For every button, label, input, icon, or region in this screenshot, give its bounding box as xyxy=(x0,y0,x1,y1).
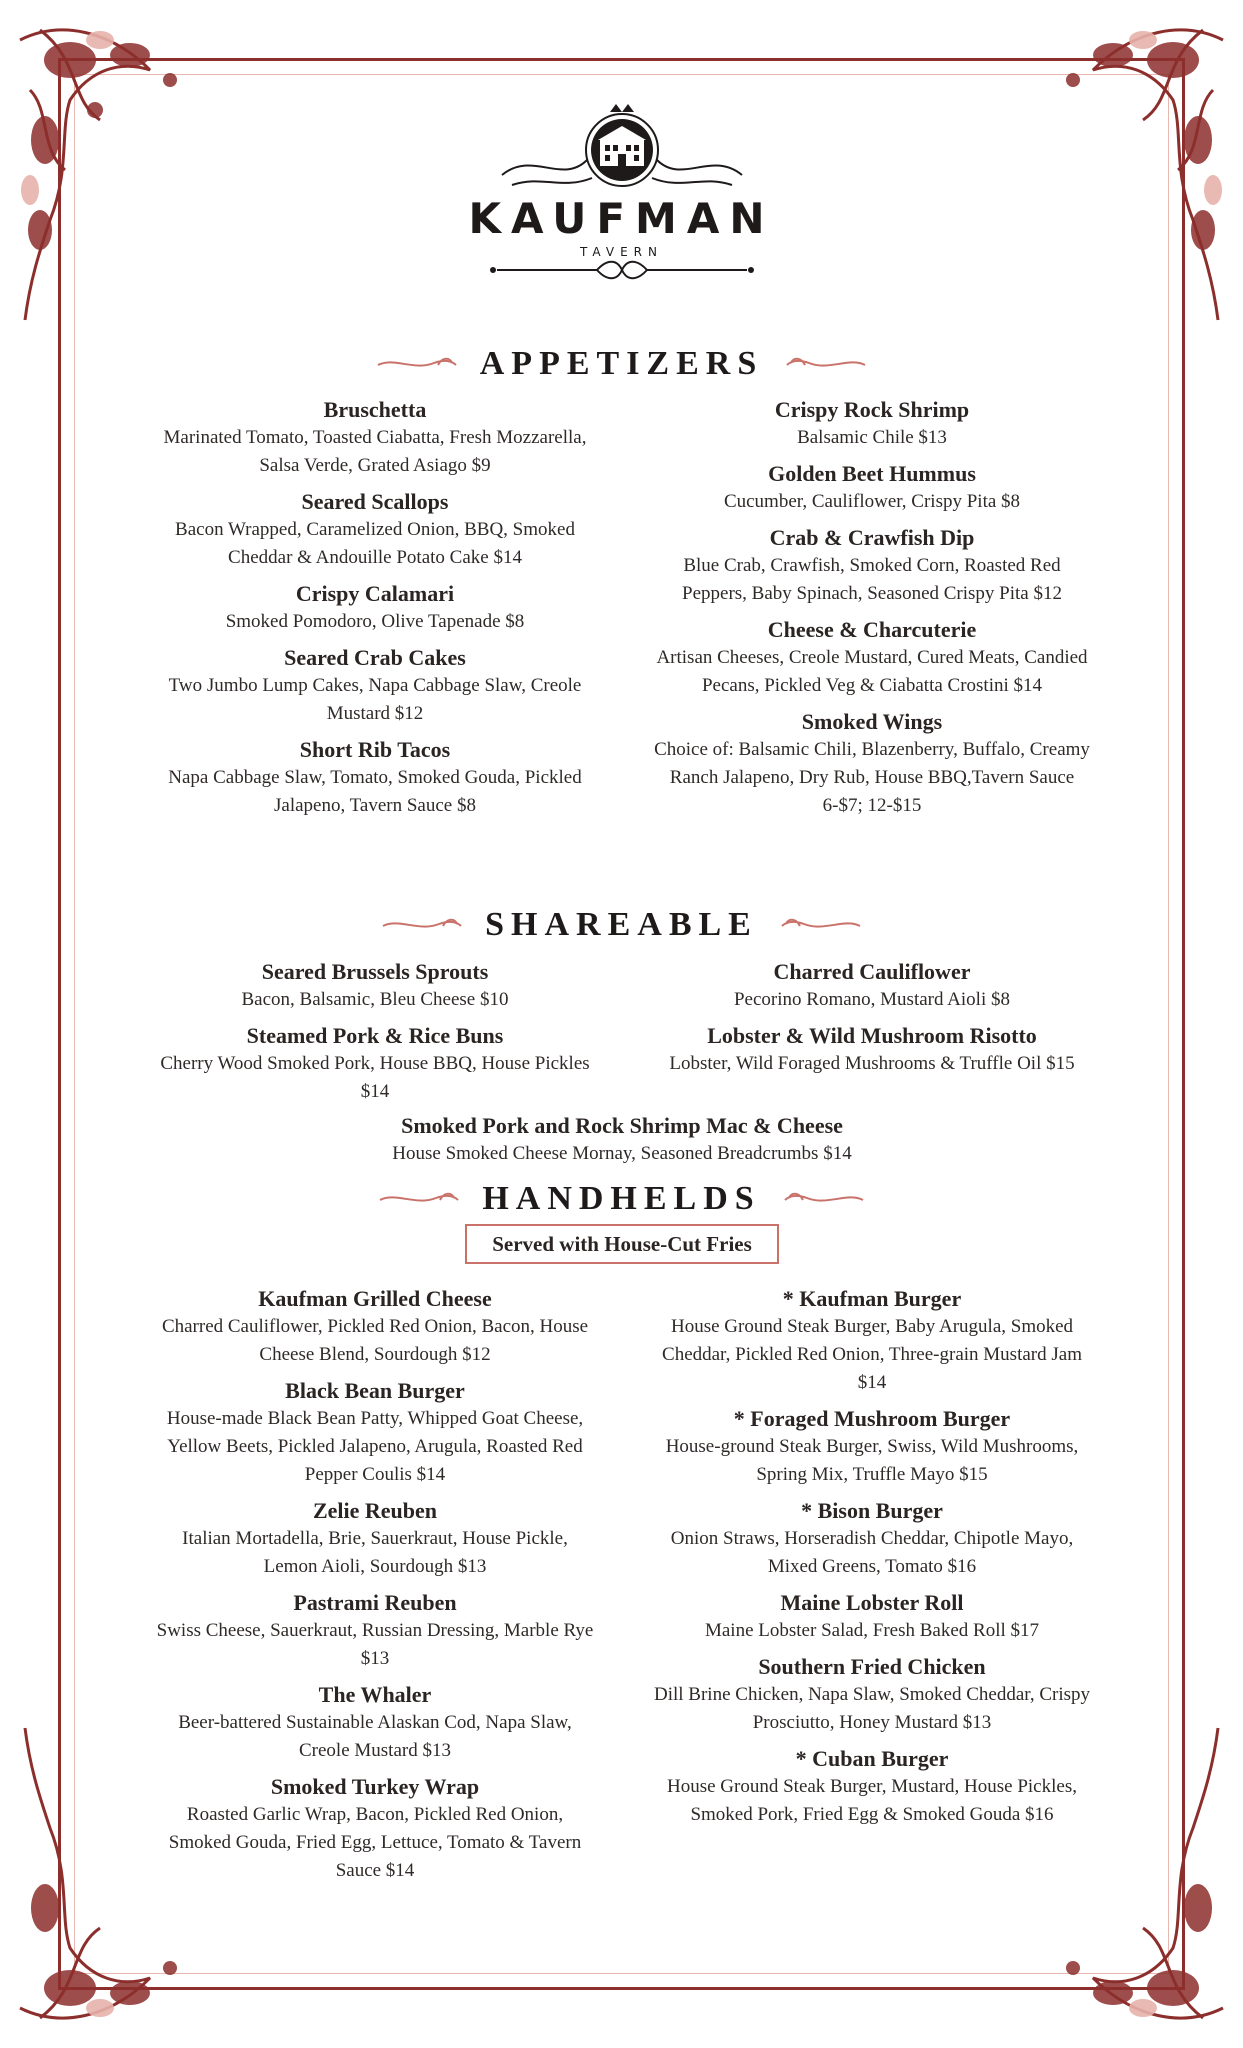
menu-item xyxy=(155,1497,595,1581)
appetizers-title: APPETIZERS xyxy=(479,345,764,382)
item-name: Smoked Pork and Rock Shrimp Mac & Cheese xyxy=(401,1113,843,1138)
item-description: House Ground Steak Burger, Baby Arugula, Smoked Cheddar, Pickled Red Onion, Three-grain Mustard Jam $14 xyxy=(662,1316,1082,1393)
menu-item xyxy=(155,1681,595,1765)
item-description: Charred Cauliflower, Pickled Red Onion, Bacon, House Cheese Blend, Sourdough $12 xyxy=(161,1316,589,1365)
item-description: Smoked Pomodoro, Olive Tapenade $8 xyxy=(225,611,525,632)
item-name: Charred Cauliflower xyxy=(773,959,971,984)
brand-name: KAUFMAN xyxy=(468,194,775,243)
floral-corner-top-right xyxy=(1033,0,1243,330)
item-name: Zelie Reuben xyxy=(312,1498,438,1523)
item-description: House Smoked Cheese Mornay, Seasoned Breadcrumbs $14 xyxy=(392,1143,852,1164)
menu-item-centered xyxy=(322,1112,922,1168)
served-with-note: Served with House-Cut Fries xyxy=(465,1224,779,1264)
item-description: Lobster, Wild Foraged Mushrooms & Truffle Oil $15 xyxy=(669,1053,1075,1074)
item-description: Dill Brine Chicken, Napa Slaw, Smoked Cheddar, Crispy Prosciutto, Honey Mustard $13 xyxy=(654,1684,1090,1733)
item-description: House-made Black Bean Patty, Whipped Goat Cheese, Yellow Beets, Pickled Jalapeno, Arugula, Roasted Red Pepper Coulis $14 xyxy=(166,1408,584,1485)
menu-item xyxy=(155,736,595,820)
brand-subtitle: TAVERN xyxy=(580,245,663,259)
menu-item xyxy=(155,644,595,728)
item-description: Maine Lobster Salad, Fresh Baked Roll $17 xyxy=(704,1620,1040,1641)
item-name: Crab & Crawfish Dip xyxy=(769,525,975,550)
menu-item xyxy=(652,396,1092,452)
item-description: House Ground Steak Burger, Mustard, House Pickles, Smoked Pork, Fried Egg & Smoked Gouda $16 xyxy=(667,1776,1077,1825)
item-description: Onion Straws, Horseradish Cheddar, Chipotle Mayo, Mixed Greens, Tomato $16 xyxy=(670,1528,1074,1577)
item-description: Beer-battered Sustainable Alaskan Cod, Napa Slaw, Creole Mustard $13 xyxy=(178,1712,572,1761)
flourish-left-icon xyxy=(374,353,460,375)
menu-item xyxy=(652,1285,1092,1397)
item-name: Black Bean Burger xyxy=(285,1378,465,1403)
menu-item xyxy=(652,1405,1092,1489)
item-description: Artisan Cheeses, Creole Mustard, Cured Meats, Candied Pecans, Pickled Veg & Ciabatta Crostini $14 xyxy=(656,647,1088,696)
item-name: Crispy Rock Shrimp xyxy=(774,397,970,422)
item-description: Two Jumbo Lump Cakes, Napa Cabbage Slaw, Creole Mustard $12 xyxy=(168,675,582,724)
flourish-left-icon xyxy=(376,1188,462,1210)
item-name: Kaufman Grilled Cheese xyxy=(258,1286,492,1311)
menu-item xyxy=(652,1653,1092,1737)
handhelds-left-column xyxy=(155,1285,595,1893)
appetizers-left-column xyxy=(155,396,595,828)
appetizers-right-column xyxy=(652,396,1092,828)
item-description: Blue Crab, Crawfish, Smoked Corn, Roasted Red Peppers, Baby Spinach, Seasoned Crispy Pita $12 xyxy=(682,555,1062,604)
item-description: Choice of: Balsamic Chili, Blazenberry, Buffalo, Creamy Ranch Jalapeno, Dry Rub, House BBQ,Tavern Sauce 6-$7; 12-$15 xyxy=(654,739,1090,816)
flourish-right-icon xyxy=(778,914,864,936)
item-description: Roasted Garlic Wrap, Bacon, Pickled Red Onion, Smoked Gouda, Fried Egg, Lettuce, Tomato & Tavern Sauce $14 xyxy=(168,1804,582,1881)
item-description: Napa Cabbage Slaw, Tomato, Smoked Gouda, Pickled Jalapeno, Tavern Sauce $8 xyxy=(168,767,582,816)
menu-item xyxy=(652,1497,1092,1581)
shareable-left-column xyxy=(155,958,595,1114)
menu-item xyxy=(155,488,595,572)
flourish-divider-icon xyxy=(487,259,757,281)
handhelds-right-column xyxy=(652,1285,1092,1837)
appetizers-heading xyxy=(0,345,1243,389)
item-description: Bacon, Balsamic, Bleu Cheese $10 xyxy=(241,989,509,1010)
item-description: Cucumber, Cauliflower, Crispy Pita $8 xyxy=(723,491,1021,512)
item-name: Bruschetta xyxy=(323,397,427,422)
menu-item xyxy=(155,396,595,480)
menu-item xyxy=(155,1773,595,1885)
item-name: * Cuban Burger xyxy=(795,1746,949,1771)
menu-item xyxy=(652,1022,1092,1078)
item-description: Swiss Cheese, Sauerkraut, Russian Dressing, Marble Rye $13 xyxy=(156,1620,594,1669)
item-name: Smoked Wings xyxy=(801,709,943,734)
menu-item xyxy=(652,524,1092,608)
handhelds-heading xyxy=(0,1180,1243,1224)
item-name: Golden Beet Hummus xyxy=(768,461,976,486)
item-name: Steamed Pork & Rice Buns xyxy=(246,1023,504,1048)
menu-item xyxy=(652,1745,1092,1829)
handhelds-title: HANDHELDS xyxy=(482,1180,761,1217)
item-name: Lobster & Wild Mushroom Risotto xyxy=(707,1023,1037,1048)
menu-item xyxy=(155,1589,595,1673)
item-name: * Bison Burger xyxy=(801,1498,943,1523)
menu-item xyxy=(652,1589,1092,1645)
menu-item xyxy=(155,1377,595,1489)
menu-item xyxy=(652,616,1092,700)
menu-item xyxy=(652,708,1092,820)
menu-item xyxy=(652,460,1092,516)
item-description: Italian Mortadella, Brie, Sauerkraut, House Pickle, Lemon Aioli, Sourdough $13 xyxy=(182,1528,568,1577)
item-name: Smoked Turkey Wrap xyxy=(270,1774,480,1799)
floral-corner-top-left xyxy=(0,0,210,330)
item-name: Maine Lobster Roll xyxy=(780,1590,964,1615)
item-name: The Whaler xyxy=(318,1682,432,1707)
menu-item xyxy=(155,958,595,1014)
item-description: Cherry Wood Smoked Pork, House BBQ, House Pickles $14 xyxy=(160,1053,590,1102)
item-description: Bacon Wrapped, Caramelized Onion, BBQ, Smoked Cheddar & Andouille Potato Cake $14 xyxy=(175,519,575,568)
menu-item xyxy=(155,1285,595,1369)
item-name: Seared Scallops xyxy=(301,489,449,514)
item-name: * Kaufman Burger xyxy=(782,1286,962,1311)
flourish-right-icon xyxy=(781,1188,867,1210)
item-name: Cheese & Charcuterie xyxy=(767,617,977,642)
item-description: Balsamic Chile $13 xyxy=(797,427,947,448)
item-description: Marinated Tomato, Toasted Ciabatta, Fresh Mozzarella, Salsa Verde, Grated Asiago $9 xyxy=(163,427,587,476)
item-name: Southern Fried Chicken xyxy=(758,1654,986,1679)
shareable-title: SHAREABLE xyxy=(485,906,758,943)
shareable-heading xyxy=(0,906,1243,950)
flourish-right-icon xyxy=(783,353,869,375)
item-name: Seared Crab Cakes xyxy=(284,645,466,670)
item-description: House-ground Steak Burger, Swiss, Wild Mushrooms, Spring Mix, Truffle Mayo $15 xyxy=(665,1436,1079,1485)
item-description: Pecorino Romano, Mustard Aioli $8 xyxy=(733,989,1010,1010)
item-name: Short Rib Tacos xyxy=(299,737,451,762)
tavern-logo xyxy=(420,100,823,290)
building-crest-icon xyxy=(492,100,752,200)
item-name: * Foraged Mushroom Burger xyxy=(733,1406,1011,1431)
menu-item xyxy=(155,580,595,636)
menu-item xyxy=(652,958,1092,1014)
menu-item xyxy=(155,1022,595,1106)
item-name: Crispy Calamari xyxy=(295,581,455,606)
flourish-left-icon xyxy=(379,914,465,936)
item-name: Pastrami Reuben xyxy=(293,1590,457,1615)
shareable-right-column xyxy=(652,958,1092,1086)
item-name: Seared Brussels Sprouts xyxy=(261,959,489,984)
